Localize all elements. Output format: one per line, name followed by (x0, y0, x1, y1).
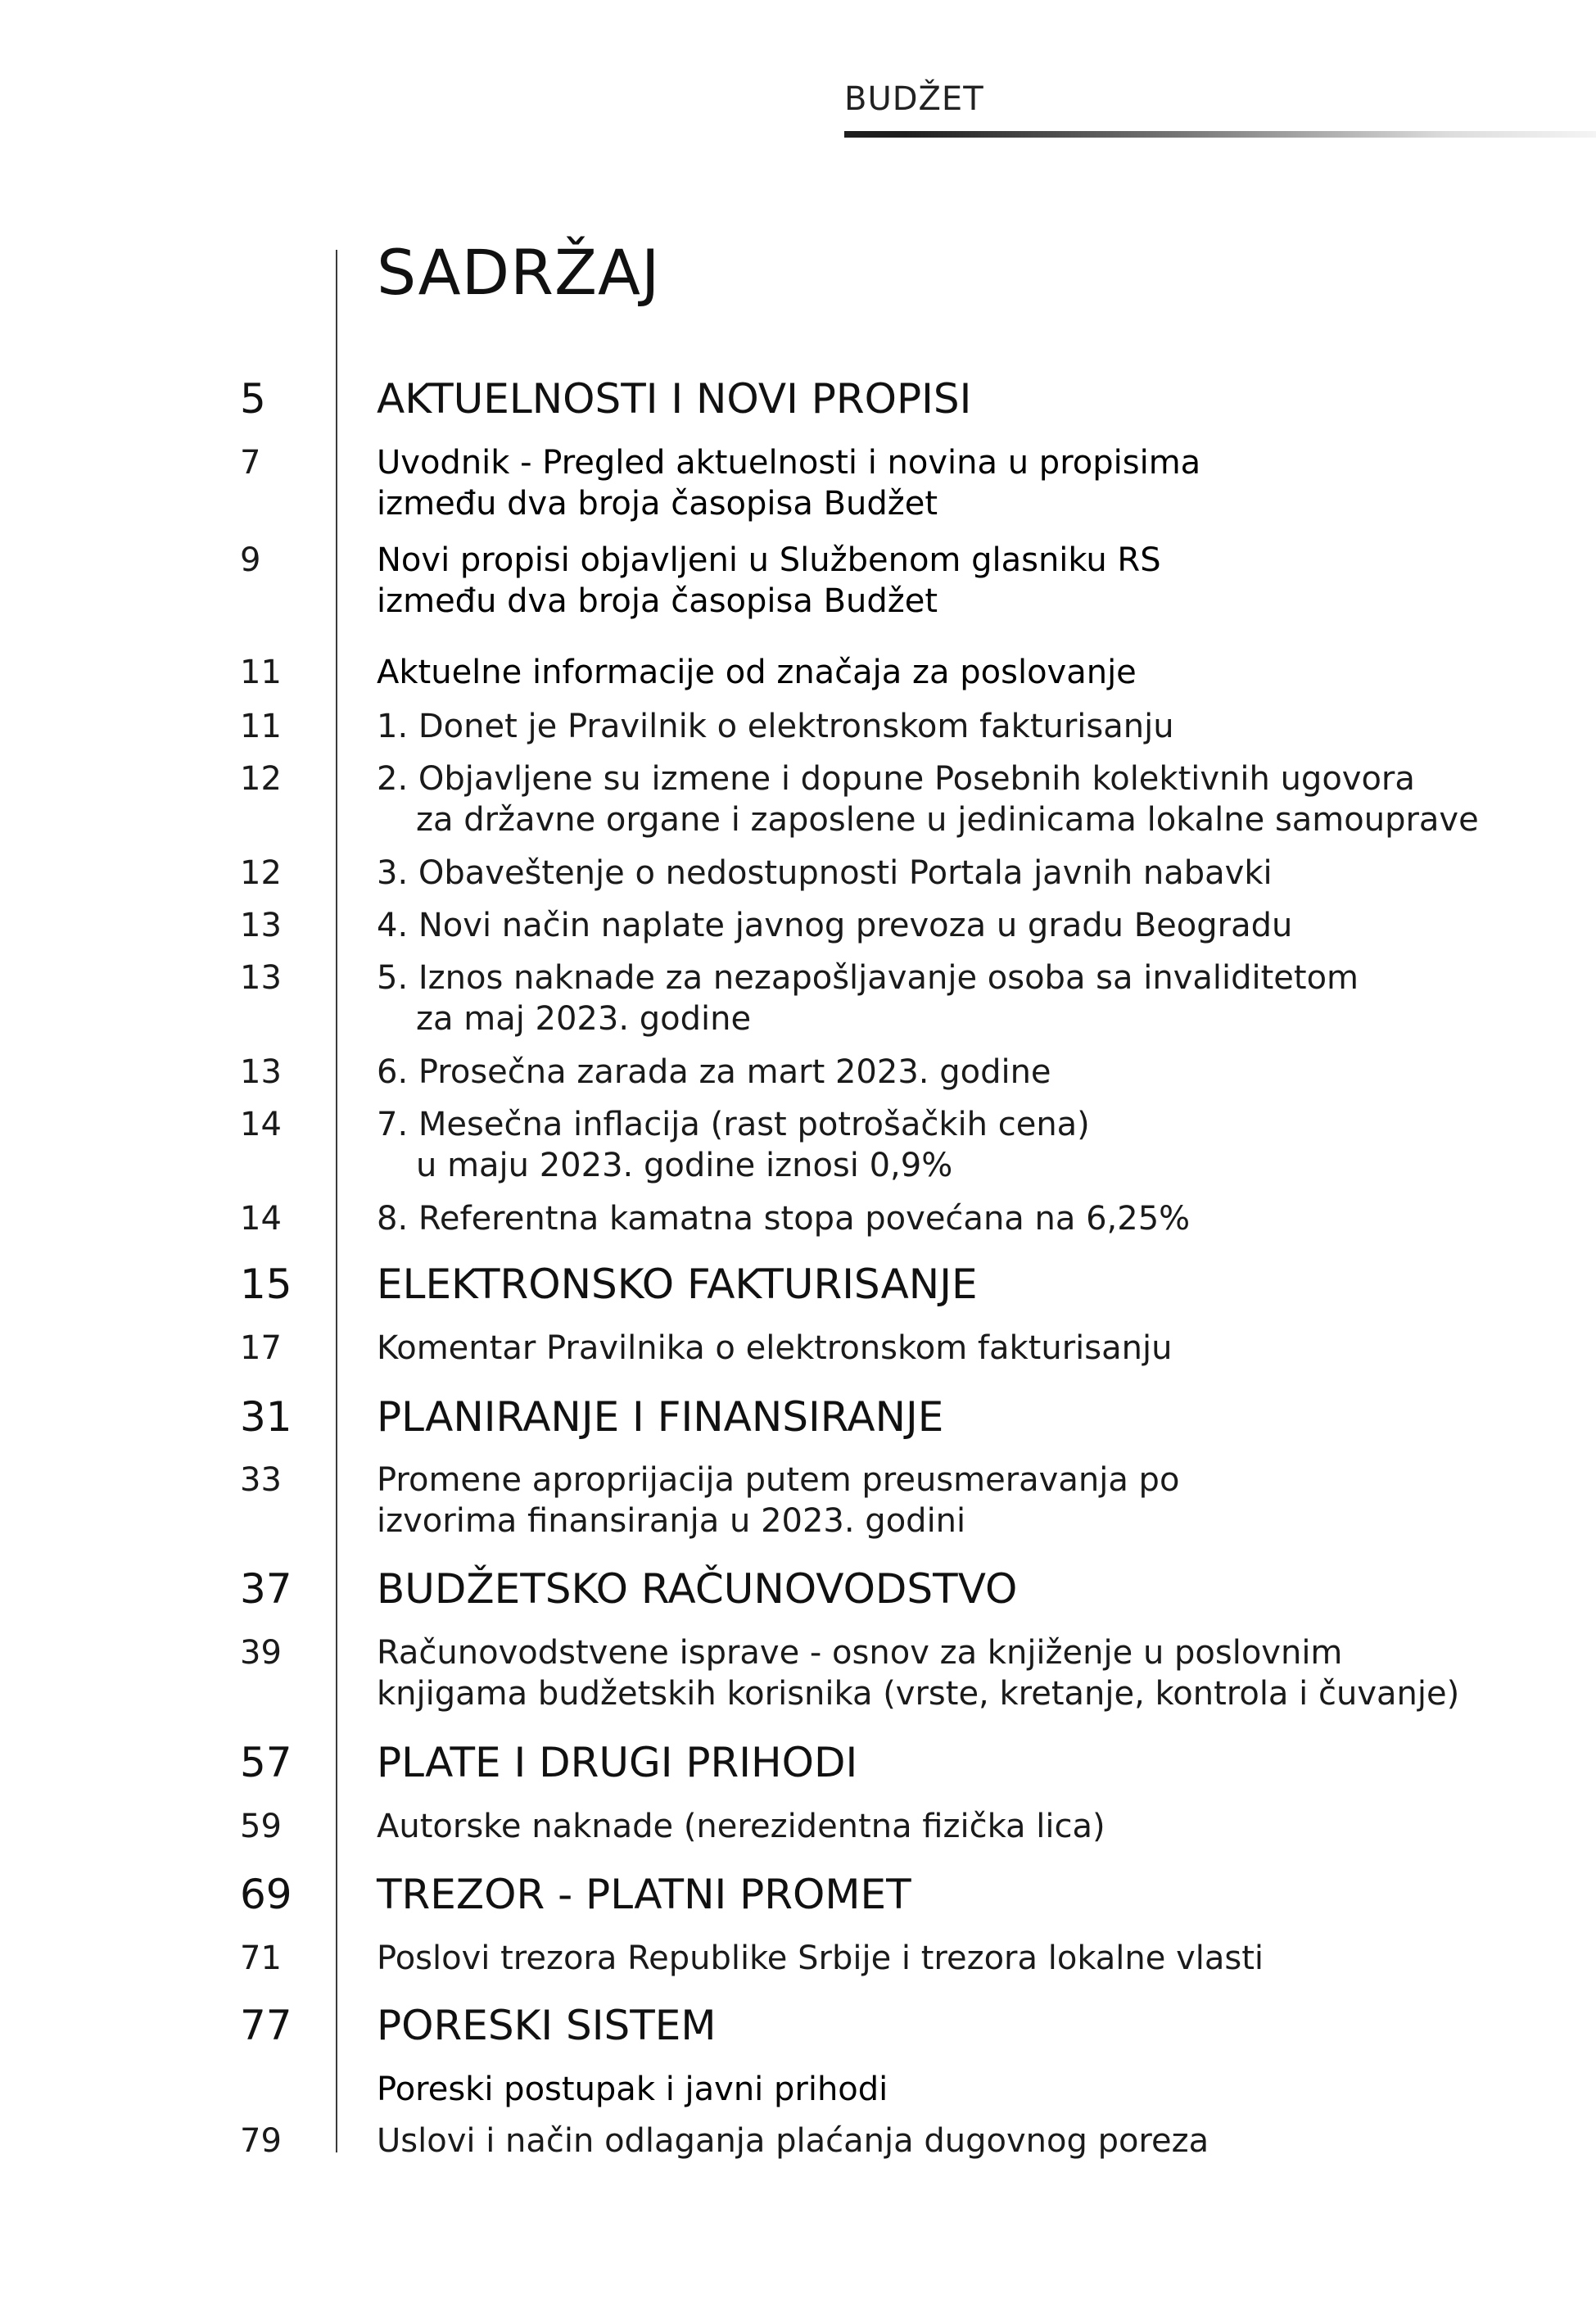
item-page-number: 14 (240, 1200, 282, 1238)
section-page-number: 69 (240, 1871, 292, 1918)
item-line: 8. Referentna kamatna stopa povećana na 6,25% (377, 1200, 1191, 1238)
item-page-number: 12 (240, 854, 282, 892)
item-page-number: 13 (240, 959, 282, 997)
section-title: TREZOR - PLATNI PROMET (377, 1871, 911, 1918)
item-line: 6. Prosečna zarada za mart 2023. godine (377, 1053, 1051, 1091)
entry-line: Novi propisi objavljeni u Službenom glasniku RS (377, 541, 1161, 579)
item-page-number: 13 (240, 907, 282, 944)
item-line: 5. Iznos naknade za nezapošljavanje osoba sa invaliditetom (377, 959, 1359, 997)
toc-divider-line (336, 250, 337, 2152)
section-title: ELEKTRONSKO FAKTURISANJE (377, 1261, 978, 1308)
item-line: u maju 2023. godine iznosi 0,9% (416, 1147, 953, 1184)
header-rule (844, 131, 1596, 138)
entry-page-number: 9 (240, 541, 261, 579)
item-line: 1. Donet je Pravilnik o elektronskom fakturisanju (377, 708, 1174, 745)
item-line: za državne organe i zaposlene u jedinicama lokalne samouprave (416, 801, 1479, 839)
section-page-number: 5 (240, 375, 266, 423)
section-title: PLANIRANJE I FINANSIRANJE (377, 1393, 944, 1441)
entry-line: izvorima finansiranja u 2023. godini (377, 1502, 966, 1540)
entry-title (377, 442, 1556, 524)
entry-line: Poslovi trezora Republike Srbije i trezora lokalne vlasti (377, 1940, 1264, 1977)
section-title: PLATE I DRUGI PRIHODI (377, 1739, 858, 1786)
item-line: za maj 2023. godine (416, 1000, 752, 1038)
item-page-number: 11 (240, 708, 282, 745)
item-line: 7. Mesečna inflacija (rast potrošačkih cena) (377, 1106, 1090, 1143)
section-page-number: 31 (240, 1393, 292, 1441)
entry-line: Poreski postupak i javni prihodi (377, 2071, 888, 2108)
section-page-number: 57 (240, 1739, 292, 1786)
entry-page-number: 17 (240, 1329, 282, 1367)
entry-line: knjigama budžetskih korisnika (vrste, kretanje, kontrola i čuvanje) (377, 1675, 1460, 1713)
running-header: BUDŽET (844, 80, 984, 118)
item-line: 3. Obaveštenje o nedostupnosti Portala javnih nabavki (377, 854, 1273, 892)
item-page-number: 13 (240, 1053, 282, 1091)
page-title: SADRŽAJ (377, 236, 661, 309)
item-line: 4. Novi način naplate javnog prevoza u gradu Beogradu (377, 907, 1293, 944)
entry-page-number: 79 (240, 2122, 282, 2160)
entry-line: Promene aproprijacija putem preusmeravanja po (377, 1461, 1180, 1499)
entry-page-number: 33 (240, 1461, 282, 1499)
entry-line: Uvodnik - Pregled aktuelnosti i novina u propisima (377, 444, 1201, 482)
entry-title (377, 652, 1556, 693)
item-page-number: 14 (240, 1106, 282, 1143)
entry-line: Uslovi i način odlaganja plaćanja dugovnog poreza (377, 2122, 1209, 2160)
section-page-number: 15 (240, 1261, 292, 1308)
entry-line: Komentar Pravilnika o elektronskom fakturisanju (377, 1329, 1173, 1367)
entry-line: između dva broja časopisa Budžet (377, 582, 938, 620)
entry-title (377, 540, 1556, 622)
section-page-number: 37 (240, 1565, 292, 1613)
entry-line: Računovodstvene isprave - osnov za knjiženje u poslovnim (377, 1634, 1343, 1672)
entry-page-number: 11 (240, 654, 282, 691)
section-page-number: 77 (240, 2002, 292, 2049)
entry-line: između dva broja časopisa Budžet (377, 485, 938, 523)
entry-line: Aktuelne informacije od značaja za poslovanje (377, 654, 1137, 691)
section-title: AKTUELNOSTI I NOVI PROPISI (377, 375, 972, 423)
section-title: BUDŽETSKO RAČUNOVODSTVO (377, 1565, 1018, 1613)
entry-line: Autorske naknade (nerezidentna fizička lica) (377, 1808, 1105, 1845)
entry-page-number: 39 (240, 1634, 282, 1672)
item-page-number: 12 (240, 760, 282, 798)
section-title: PORESKI SISTEM (377, 2002, 717, 2049)
entry-page-number: 7 (240, 444, 261, 482)
entry-page-number: 59 (240, 1808, 282, 1845)
entry-page-number: 71 (240, 1940, 282, 1977)
item-line: 2. Objavljene su izmene i dopune Posebnih kolektivnih ugovora (377, 760, 1415, 798)
